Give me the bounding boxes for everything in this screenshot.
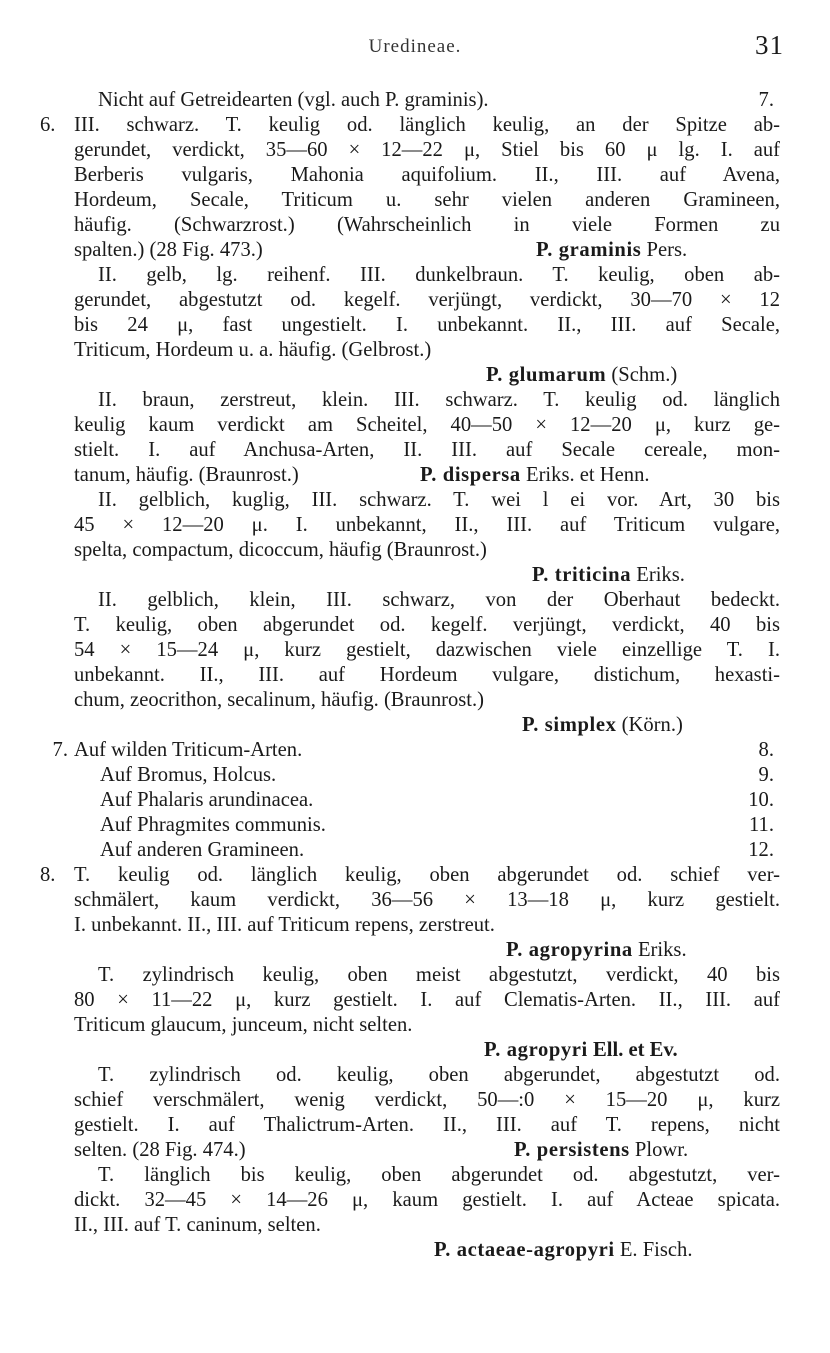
text-line: T. zylindrisch keulig, oben meist abgestutzt, verdickt, 40 bis (98, 964, 780, 986)
text-line (74, 713, 780, 738)
text-line: Triticum, Hordeum u. a. häufig. (Gelbrost.) (74, 339, 432, 361)
species-name: P. triticina Eriks. (532, 564, 685, 586)
text-line: T. zylindrisch od. keulig, oben abgerundet, abgestutzt od. (98, 1064, 780, 1086)
text-line: II. gelblich, kuglig, III. schwarz. T. wei l ei vor. Art, 30 bis (98, 489, 780, 511)
text-line: bis 24 μ, fast ungestielt. I. unbekannt. II., III. auf Secale, (74, 314, 780, 336)
species-name: P. actaeae-agropyri E. Fisch. (434, 1239, 693, 1261)
couplet-ref: 7. (758, 89, 774, 111)
text-line: Hordeum, Secale, Triticum u. sehr vielen anderen Gramineen, (74, 189, 780, 211)
text-line: 80 × 11—22 μ, kurz gestielt. I. auf Clematis-Arten. II., III. auf (74, 989, 780, 1011)
text-line: Nicht auf Getreidearten (vgl. auch P. graminis). 7. (98, 89, 774, 111)
text-line: dickt. 32—45 × 14—26 μ, kaum gestielt. I. auf Acteae spicata. (74, 1189, 780, 1211)
couplet-ref: 12. (748, 839, 774, 861)
text-line: Berberis vulgaris, Mahonia aquifolium. II., III. auf Avena, (74, 164, 780, 186)
species-name: P. simplex (Körn.) (522, 714, 683, 736)
species-name: P. persistens Plowr. (514, 1139, 689, 1161)
text-line: II. braun, zerstreut, klein. III. schwarz. T. keulig od. länglich (98, 389, 780, 411)
couplet-number: 6. (40, 114, 56, 136)
text-line (74, 563, 780, 588)
text-line: Auf Phragmites communis. 11. (100, 814, 774, 836)
text-line: schief verschmälert, wenig verdickt, 50—:0 × 15—20 μ, kurz (74, 1089, 780, 1111)
text-line (74, 363, 780, 388)
text-line: T. keulig, oben abgerundet od. kegelf. verjüngt, verdickt, 40 bis (74, 614, 780, 636)
text-line: selten. (28 Fig. 474.) P. persistens Plowr. (74, 1139, 689, 1161)
text-line: keulig kaum verdickt am Scheitel, 40—50 × 12—20 μ, kurz ge- (74, 414, 780, 436)
species-name: P. agropyrina Eriks. (506, 939, 687, 961)
text-line: häufig. (Schwarzrost.) (Wahrscheinlich in viele Formen zu (74, 214, 780, 236)
text-line (74, 938, 780, 963)
text-line: stielt. I. auf Anchusa-Arten, II. III. auf Secale cereale, mon- (74, 439, 780, 461)
text-line: II., III. auf T. caninum, selten. (74, 1214, 321, 1236)
text-line: 54 × 15—24 μ, kurz gestielt, dazwischen viele einzellige T. I. (74, 639, 780, 661)
species-name: P. glumarum (Schm.) (486, 364, 678, 386)
page-number: 31 (755, 30, 784, 60)
text-line: gerundet, abgestutzt od. kegelf. verjüngt, verdickt, 30—70 × 12 (74, 289, 780, 311)
couplet-ref: 9. (758, 764, 774, 786)
text-line: 45 × 12—20 μ. I. unbekannt, II., III. auf Triticum vulgare, (74, 514, 780, 536)
couplet-ref: 8. (758, 739, 774, 761)
text-line: 7. Auf wilden Triticum-Arten. 8. (74, 738, 780, 763)
couplet-number: 7. (52, 739, 68, 761)
text-line (74, 1238, 780, 1263)
text-line: schmälert, kaum verdickt, 36—56 × 13—18 μ, kurz gestielt. (74, 889, 780, 911)
text-line: tanum, häufig. (Braunrost.) P. dispersa Eriks. et Henn. (74, 464, 650, 486)
text-line: II. gelblich, klein, III. schwarz, von der Oberhaut bedeckt. (98, 589, 780, 611)
text-line: T. länglich bis keulig, oben abgerundet od. abgestutzt, ver- (98, 1164, 780, 1186)
couplet-ref: 10. (748, 789, 774, 811)
text-line: unbekannt. II., III. auf Hordeum vulgare, distichum, hexasti- (74, 664, 780, 686)
text-line (74, 1038, 780, 1063)
text-line: I. unbekannt. II., III. auf Triticum repens, zerstreut. (74, 914, 495, 936)
text-line: spalten.) (28 Fig. 473.) P. graminis Pers. (74, 239, 688, 261)
text-line: chum, zeocrithon, secalinum, häufig. (Braunrost.) (74, 689, 485, 711)
text-line: 8. T. keulig od. länglich keulig, oben abgerundet od. schief ver- (40, 864, 780, 886)
text-line: 6. III. schwarz. T. keulig od. länglich keulig, an der Spitze ab- (40, 114, 780, 136)
text-line: Auf Bromus, Holcus. 9. (100, 764, 774, 786)
text-line: gestielt. I. auf Thalictrum-Arten. II., III. auf T. repens, nicht (74, 1114, 780, 1136)
couplet-ref: 11. (749, 814, 774, 836)
species-name: P. dispersa Eriks. et Henn. (420, 464, 650, 486)
text-line: spelta, compactum, dicoccum, häufig (Braunrost.) (74, 539, 487, 561)
text-line: Triticum glaucum, junceum, nicht selten. (74, 1014, 413, 1036)
text-line: II. gelb, lg. reihenf. III. dunkelbraun. T. keulig, oben ab- (98, 264, 780, 286)
key-text (40, 88, 780, 1263)
text-line: gerundet, verdickt, 35—60 × 12—22 μ, Stiel bis 60 μ lg. I. auf (74, 139, 780, 161)
species-name: P. graminis Pers. (536, 239, 688, 261)
text-line: Auf Phalaris arundinacea. 10. (100, 789, 774, 811)
running-title: Uredineae. (368, 36, 462, 57)
couplet-number: 8. (40, 864, 56, 886)
text-line: Auf anderen Gramineen. 12. (100, 839, 774, 861)
species-name: P. agropyri Ell. et Ev. (484, 1039, 678, 1061)
